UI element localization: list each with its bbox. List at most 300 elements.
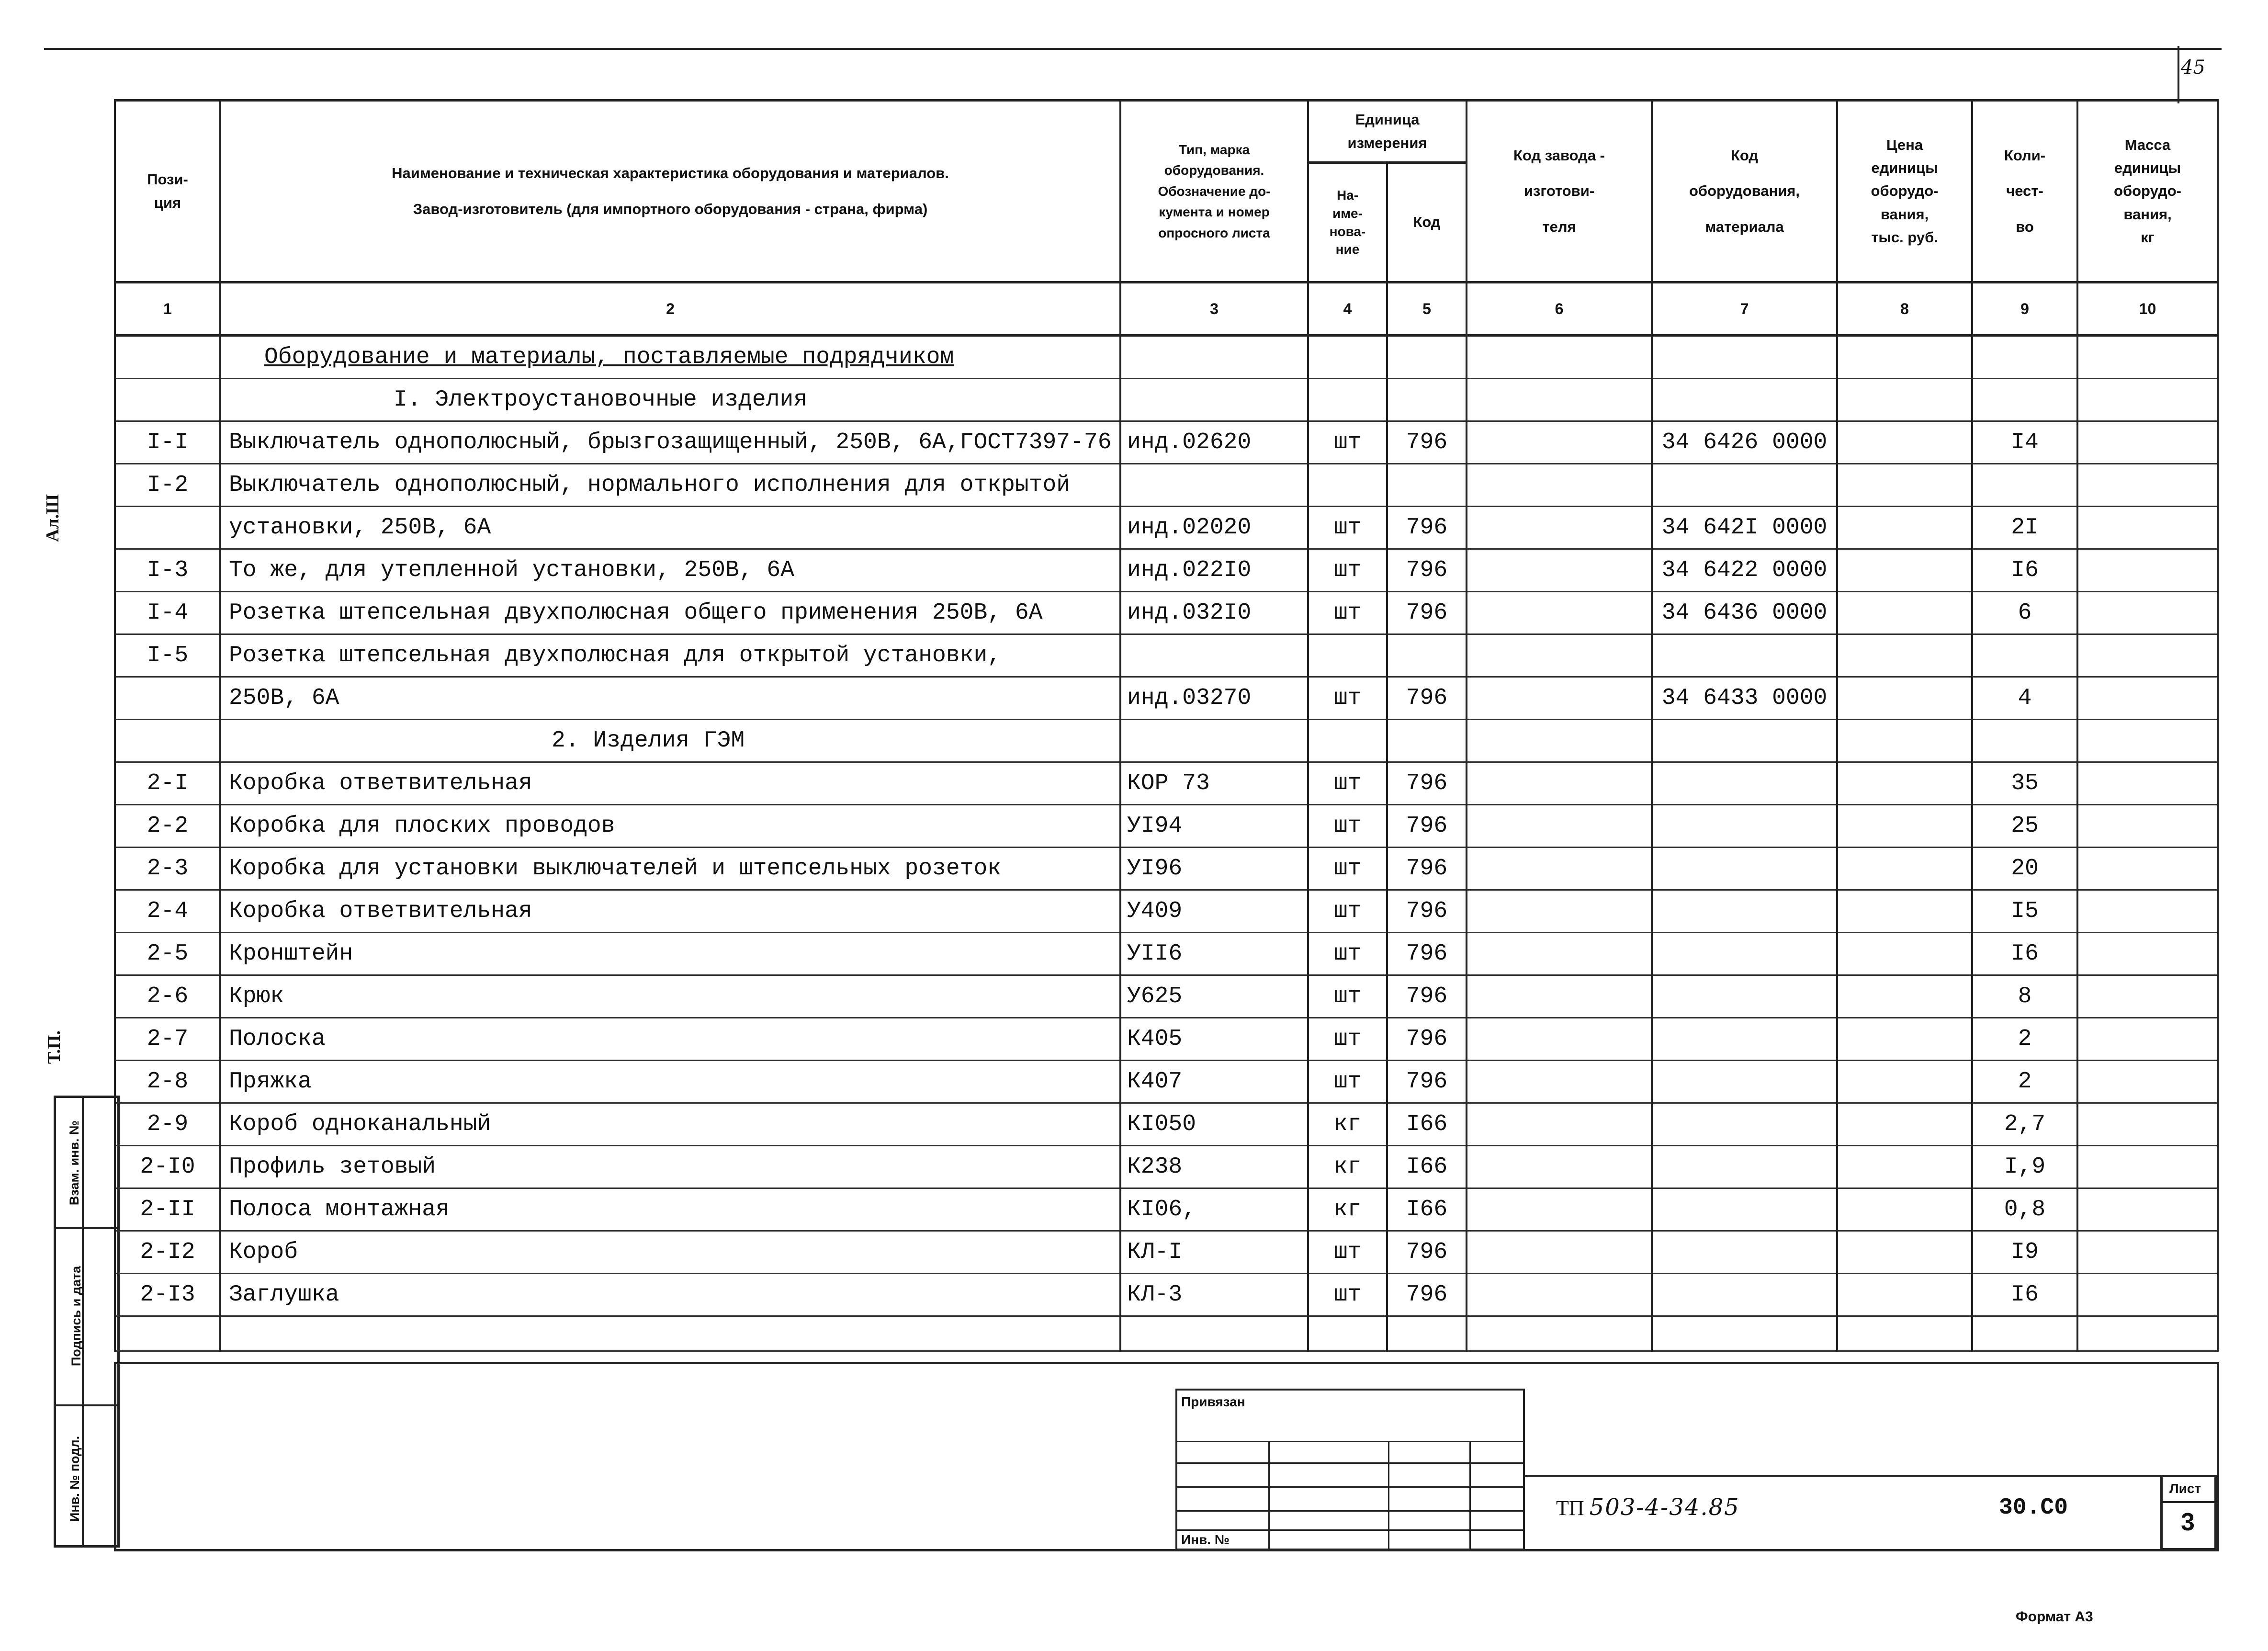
row-unit-code: 796 <box>1387 933 1467 975</box>
row-unit: шт <box>1308 677 1387 720</box>
row-quantity: I6 <box>1972 1274 2077 1316</box>
row-position: 2-I0 <box>115 1146 220 1188</box>
row-name: Крюк <box>220 975 1120 1018</box>
row-unit: шт <box>1308 1274 1387 1316</box>
sheet-number: 3 <box>2181 1508 2195 1536</box>
row-position: 2-3 <box>115 848 220 890</box>
row-position: 2-9 <box>115 1103 220 1146</box>
row-name: Коробка для установки выключателей и штепсельных розеток <box>220 848 1120 890</box>
row-unit: шт <box>1308 549 1387 592</box>
row-factory-code <box>1467 1231 1652 1274</box>
row-name: Коробка ответвительная <box>220 890 1120 933</box>
row-unit: шт <box>1308 890 1387 933</box>
row-type <box>1120 1316 1308 1351</box>
format-label: Формат А3 <box>2016 1609 2093 1625</box>
row-factory-code <box>1467 1316 1652 1351</box>
stamp-label-replace: Взам. инв. № <box>67 1120 82 1206</box>
table-row <box>115 1188 2218 1231</box>
row-position: 2-I <box>115 762 220 805</box>
row-unit-code: 796 <box>1387 677 1467 720</box>
row-mass <box>2077 1146 2218 1188</box>
row-equipment-code <box>1652 1231 1837 1274</box>
row-factory-code <box>1467 592 1652 634</box>
row-factory-code <box>1467 1103 1652 1146</box>
sheet-number-box <box>2160 1475 2217 1550</box>
row-mass <box>2077 933 2218 975</box>
row-name: Профиль зетовый <box>220 1146 1120 1188</box>
row-factory-code <box>1467 507 1652 549</box>
row-unit: шт <box>1308 1061 1387 1103</box>
header-type: Тип, марка оборудования. Обозначение до- кумента и номер опросного листа <box>1120 101 1308 283</box>
header-unit-group: Единица измерения <box>1308 101 1467 163</box>
row-quantity: 4 <box>1972 677 2077 720</box>
row-price <box>1837 933 1972 975</box>
row-equipment-code: 34 6426 0000 <box>1652 421 1837 464</box>
row-mass <box>2077 379 2218 421</box>
blank-row <box>115 1316 2218 1351</box>
row-unit: шт <box>1308 1231 1387 1274</box>
stamp-label-signature: Подпись и дата <box>69 1266 84 1367</box>
row-equipment-code <box>1652 762 1837 805</box>
row-equipment-code <box>1652 1274 1837 1316</box>
row-mass <box>2077 634 2218 677</box>
row-mass <box>2077 549 2218 592</box>
row-quantity: 2I <box>1972 507 2077 549</box>
row-unit-code: 796 <box>1387 1231 1467 1274</box>
table-row <box>115 1146 2218 1188</box>
row-equipment-code <box>1652 379 1837 421</box>
sheet-label: Лист <box>2169 1481 2201 1496</box>
row-position: 2-2 <box>115 805 220 848</box>
row-quantity: 6 <box>1972 592 2077 634</box>
row-unit-code <box>1387 379 1467 421</box>
row-unit-code: 796 <box>1387 890 1467 933</box>
specification-table <box>114 99 2219 1352</box>
row-factory-code <box>1467 1061 1652 1103</box>
row-type: КI050 <box>1120 1103 1308 1146</box>
row-quantity: I4 <box>1972 421 2077 464</box>
column-number: 9 <box>1972 283 2077 336</box>
row-mass <box>2077 1188 2218 1231</box>
row-type: УI96 <box>1120 848 1308 890</box>
section-row <box>115 336 2218 379</box>
row-unit: кг <box>1308 1146 1387 1188</box>
row-quantity: 0,8 <box>1972 1188 2077 1231</box>
header-price: Цена единицы оборудо- вания, тыс. руб. <box>1837 101 1972 283</box>
row-equipment-code <box>1652 1188 1837 1231</box>
table-row <box>115 549 2218 592</box>
table-row <box>115 677 2218 720</box>
row-quantity: 2 <box>1972 1018 2077 1061</box>
row-position <box>115 379 220 421</box>
row-equipment-code <box>1652 720 1837 762</box>
header-mass: Масса единицы оборудо- вания, кг <box>2077 101 2218 283</box>
row-quantity: I,9 <box>1972 1146 2077 1188</box>
row-name: Короб одноканальный <box>220 1103 1120 1146</box>
row-mass <box>2077 1061 2218 1103</box>
row-position: 2-4 <box>115 890 220 933</box>
row-price <box>1837 1018 1972 1061</box>
row-type: КI06, <box>1120 1188 1308 1231</box>
row-type: УI94 <box>1120 805 1308 848</box>
header-equipment-code: Код оборудования, материала <box>1652 101 1837 283</box>
row-price <box>1837 890 1972 933</box>
row-factory-code <box>1467 1018 1652 1061</box>
row-mass <box>2077 848 2218 890</box>
row-position <box>115 720 220 762</box>
row-price <box>1837 805 1972 848</box>
row-factory-code <box>1467 634 1652 677</box>
table-row <box>115 421 2218 464</box>
row-position: 2-II <box>115 1188 220 1231</box>
row-type: К407 <box>1120 1061 1308 1103</box>
row-equipment-code <box>1652 1018 1837 1061</box>
row-type: У625 <box>1120 975 1308 1018</box>
row-factory-code <box>1467 1188 1652 1231</box>
row-name: Полоса монтажная <box>220 1188 1120 1231</box>
table-row <box>115 464 2218 507</box>
row-unit-code: 796 <box>1387 975 1467 1018</box>
row-unit-code <box>1387 464 1467 507</box>
row-price <box>1837 762 1972 805</box>
table-row <box>115 592 2218 634</box>
row-price <box>1837 848 1972 890</box>
table-row <box>115 890 2218 933</box>
row-price <box>1837 464 1972 507</box>
row-position: I-4 <box>115 592 220 634</box>
row-unit-code: 796 <box>1387 1061 1467 1103</box>
album-label: Ал.Ш <box>43 494 63 542</box>
row-quantity: I9 <box>1972 1231 2077 1274</box>
table-row <box>115 1231 2218 1274</box>
row-unit: шт <box>1308 933 1387 975</box>
row-unit <box>1308 379 1387 421</box>
row-unit-code: I66 <box>1387 1146 1467 1188</box>
row-quantity <box>1972 379 2077 421</box>
sheet-mark: 45 <box>2181 57 2205 79</box>
row-factory-code <box>1467 1274 1652 1316</box>
row-price <box>1837 677 1972 720</box>
table-row <box>115 975 2218 1018</box>
row-mass <box>2077 592 2218 634</box>
row-factory-code <box>1467 464 1652 507</box>
row-unit-code: 796 <box>1387 507 1467 549</box>
row-factory-code <box>1467 975 1652 1018</box>
row-unit: шт <box>1308 592 1387 634</box>
row-unit-code <box>1387 634 1467 677</box>
header-unit-code: Код <box>1387 163 1467 283</box>
row-mass <box>2077 890 2218 933</box>
row-equipment-code: 34 6433 0000 <box>1652 677 1837 720</box>
row-quantity <box>1972 336 2077 379</box>
row-position <box>115 677 220 720</box>
row-position: I-2 <box>115 464 220 507</box>
row-factory-code <box>1467 720 1652 762</box>
row-factory-code <box>1467 1146 1652 1188</box>
document-number-handwritten: 503-4-34.85 <box>1589 1494 1740 1521</box>
row-price <box>1837 634 1972 677</box>
row-factory-code <box>1467 805 1652 848</box>
row-unit <box>1308 634 1387 677</box>
table-row <box>115 762 2218 805</box>
row-mass <box>2077 464 2218 507</box>
row-factory-code <box>1467 762 1652 805</box>
row-position: 2-7 <box>115 1018 220 1061</box>
row-type <box>1120 720 1308 762</box>
row-position <box>115 1316 220 1351</box>
row-name: Кронштейн <box>220 933 1120 975</box>
row-equipment-code <box>1652 805 1837 848</box>
header-name: Наименование и техническая характеристика оборудования и материалов. Завод-изготовитель (для импортного оборудования - страна, фирма) <box>220 101 1120 283</box>
row-price <box>1837 592 1972 634</box>
row-type: инд.02020 <box>1120 507 1308 549</box>
row-name: установки, 250В, 6А <box>220 507 1120 549</box>
row-type: К405 <box>1120 1018 1308 1061</box>
row-type: У409 <box>1120 890 1308 933</box>
row-type: инд.022I0 <box>1120 549 1308 592</box>
row-quantity: 35 <box>1972 762 2077 805</box>
stamp-label-inventory: Инв. № подл. <box>68 1436 82 1522</box>
column-number: 8 <box>1837 283 1972 336</box>
row-name: I. Электроустановочные изделия <box>220 379 1120 421</box>
row-unit: шт <box>1308 762 1387 805</box>
table-row <box>115 933 2218 975</box>
row-unit-code <box>1387 720 1467 762</box>
row-type: инд.032I0 <box>1120 592 1308 634</box>
row-type <box>1120 379 1308 421</box>
row-unit <box>1308 1316 1387 1351</box>
row-position: I-I <box>115 421 220 464</box>
row-price <box>1837 1061 1972 1103</box>
row-type: КОР 73 <box>1120 762 1308 805</box>
row-name: Коробка ответвительная <box>220 762 1120 805</box>
row-price <box>1837 1146 1972 1188</box>
row-unit-code: 796 <box>1387 762 1467 805</box>
top-rule <box>44 48 2222 50</box>
document-code: 30.С0 <box>1999 1495 2068 1521</box>
table-row <box>115 507 2218 549</box>
row-factory-code <box>1467 336 1652 379</box>
row-unit: кг <box>1308 1188 1387 1231</box>
table-row <box>115 1103 2218 1146</box>
row-factory-code <box>1467 549 1652 592</box>
row-position: 2-I2 <box>115 1231 220 1274</box>
row-unit-code: 796 <box>1387 1274 1467 1316</box>
row-mass <box>2077 1018 2218 1061</box>
row-unit-code: 796 <box>1387 805 1467 848</box>
column-number: 1 <box>115 283 220 336</box>
row-quantity: I6 <box>1972 549 2077 592</box>
column-number: 7 <box>1652 283 1837 336</box>
row-mass <box>2077 1231 2218 1274</box>
attachment-stamp <box>1175 1389 1525 1550</box>
sheet-mark-divider <box>2178 46 2179 103</box>
row-price <box>1837 1231 1972 1274</box>
row-quantity: 8 <box>1972 975 2077 1018</box>
row-mass <box>2077 1103 2218 1146</box>
row-mass <box>2077 1274 2218 1316</box>
header-quantity: Коли- чест- во <box>1972 101 2077 283</box>
row-unit-code <box>1387 336 1467 379</box>
row-type: КЛ-3 <box>1120 1274 1308 1316</box>
margin-stamp <box>54 1096 120 1548</box>
row-unit-code: 796 <box>1387 592 1467 634</box>
row-position: I-5 <box>115 634 220 677</box>
row-unit: шт <box>1308 805 1387 848</box>
row-unit-code <box>1387 1316 1467 1351</box>
row-price <box>1837 379 1972 421</box>
row-position: 2-5 <box>115 933 220 975</box>
column-number: 5 <box>1387 283 1467 336</box>
row-type <box>1120 336 1308 379</box>
row-unit-code: 796 <box>1387 848 1467 890</box>
row-quantity: 25 <box>1972 805 2077 848</box>
row-equipment-code <box>1652 848 1837 890</box>
row-mass <box>2077 805 2218 848</box>
row-mass <box>2077 1316 2218 1351</box>
row-equipment-code <box>1652 464 1837 507</box>
row-position: 2-8 <box>115 1061 220 1103</box>
row-unit-code: I66 <box>1387 1188 1467 1231</box>
table-row <box>115 1018 2218 1061</box>
row-name: Розетка штепсельная двухполюсная общего применения 250В, 6А <box>220 592 1120 634</box>
row-name: Коробка для плоских проводов <box>220 805 1120 848</box>
column-number: 10 <box>2077 283 2218 336</box>
row-unit: шт <box>1308 421 1387 464</box>
row-equipment-code <box>1652 1103 1837 1146</box>
row-unit: кг <box>1308 1103 1387 1146</box>
document-prefix: ТП <box>1556 1496 1584 1520</box>
row-unit-code: 796 <box>1387 549 1467 592</box>
row-factory-code <box>1467 848 1652 890</box>
row-price <box>1837 549 1972 592</box>
row-type: инд.03270 <box>1120 677 1308 720</box>
attached-label: Привязан <box>1181 1394 1245 1409</box>
row-unit: шт <box>1308 848 1387 890</box>
inventory-label: Инв. № <box>1181 1532 1230 1547</box>
table-row <box>115 1274 2218 1316</box>
row-unit <box>1308 336 1387 379</box>
row-equipment-code <box>1652 933 1837 975</box>
table-row <box>115 1061 2218 1103</box>
row-price <box>1837 507 1972 549</box>
row-price <box>1837 1103 1972 1146</box>
row-equipment-code <box>1652 975 1837 1018</box>
row-name: Короб <box>220 1231 1120 1274</box>
table-row <box>115 634 2218 677</box>
row-factory-code <box>1467 421 1652 464</box>
column-number: 6 <box>1467 283 1652 336</box>
row-unit <box>1308 464 1387 507</box>
row-equipment-code: 34 6436 0000 <box>1652 592 1837 634</box>
header-position: Пози- ция <box>115 101 220 283</box>
row-factory-code <box>1467 890 1652 933</box>
row-name: Розетка штепсельная двухполюсная для открытой установки, <box>220 634 1120 677</box>
table-row <box>115 848 2218 890</box>
document-number <box>1556 1494 1740 1521</box>
row-position: 2-I3 <box>115 1274 220 1316</box>
row-name: Выключатель однополюсный, нормального исполнения для открытой <box>220 464 1120 507</box>
row-equipment-code: 34 6422 0000 <box>1652 549 1837 592</box>
row-type <box>1120 464 1308 507</box>
row-mass <box>2077 975 2218 1018</box>
row-price <box>1837 975 1972 1018</box>
table-row <box>115 805 2218 848</box>
row-position <box>115 336 220 379</box>
row-type: инд.02620 <box>1120 421 1308 464</box>
row-quantity <box>1972 720 2077 762</box>
column-number: 2 <box>220 283 1120 336</box>
row-mass <box>2077 336 2218 379</box>
column-number: 4 <box>1308 283 1387 336</box>
row-name: Пряжка <box>220 1061 1120 1103</box>
row-position: 2-6 <box>115 975 220 1018</box>
row-unit-code: 796 <box>1387 1018 1467 1061</box>
row-quantity: 2,7 <box>1972 1103 2077 1146</box>
row-name: Оборудование и материалы, поставляемые подрядчиком <box>220 336 1120 379</box>
row-mass <box>2077 421 2218 464</box>
row-type: К238 <box>1120 1146 1308 1188</box>
row-quantity: I5 <box>1972 890 2077 933</box>
row-position <box>115 507 220 549</box>
row-quantity: I6 <box>1972 933 2077 975</box>
section-row <box>115 720 2218 762</box>
row-name: 250В, 6А <box>220 677 1120 720</box>
row-name: Полоска <box>220 1018 1120 1061</box>
row-mass <box>2077 762 2218 805</box>
section-row <box>115 379 2218 421</box>
row-factory-code <box>1467 379 1652 421</box>
row-equipment-code <box>1652 1061 1837 1103</box>
row-equipment-code <box>1652 890 1837 933</box>
row-mass <box>2077 720 2218 762</box>
row-type: КЛ-I <box>1120 1231 1308 1274</box>
column-number-row <box>115 283 2218 336</box>
row-price <box>1837 1274 1972 1316</box>
row-equipment-code: 34 642I 0000 <box>1652 507 1837 549</box>
row-equipment-code <box>1652 336 1837 379</box>
title-divider <box>1525 1475 2162 1477</box>
row-factory-code <box>1467 933 1652 975</box>
header-unit-name: На- име- нова- ние <box>1308 163 1387 283</box>
row-unit: шт <box>1308 1018 1387 1061</box>
row-unit: шт <box>1308 975 1387 1018</box>
row-quantity <box>1972 1316 2077 1351</box>
row-price <box>1837 1316 1972 1351</box>
row-quantity: 20 <box>1972 848 2077 890</box>
row-name: 2. Изделия ГЭМ <box>220 720 1120 762</box>
row-quantity <box>1972 634 2077 677</box>
row-mass <box>2077 677 2218 720</box>
row-name: Выключатель однополюсный, брызгозащищенный, 250В, 6А,ГОСТ7397-76 <box>220 421 1120 464</box>
row-unit <box>1308 720 1387 762</box>
row-name: Заглушка <box>220 1274 1120 1316</box>
row-price <box>1837 1188 1972 1231</box>
row-equipment-code <box>1652 1146 1837 1188</box>
row-equipment-code <box>1652 634 1837 677</box>
row-unit-code: 796 <box>1387 421 1467 464</box>
row-type <box>1120 634 1308 677</box>
title-block-frame <box>114 1362 2219 1551</box>
row-mass <box>2077 507 2218 549</box>
row-name <box>220 1316 1120 1351</box>
row-price <box>1837 421 1972 464</box>
row-price <box>1837 336 1972 379</box>
row-quantity <box>1972 464 2077 507</box>
row-position: I-3 <box>115 549 220 592</box>
row-equipment-code <box>1652 1316 1837 1351</box>
row-unit-code: I66 <box>1387 1103 1467 1146</box>
